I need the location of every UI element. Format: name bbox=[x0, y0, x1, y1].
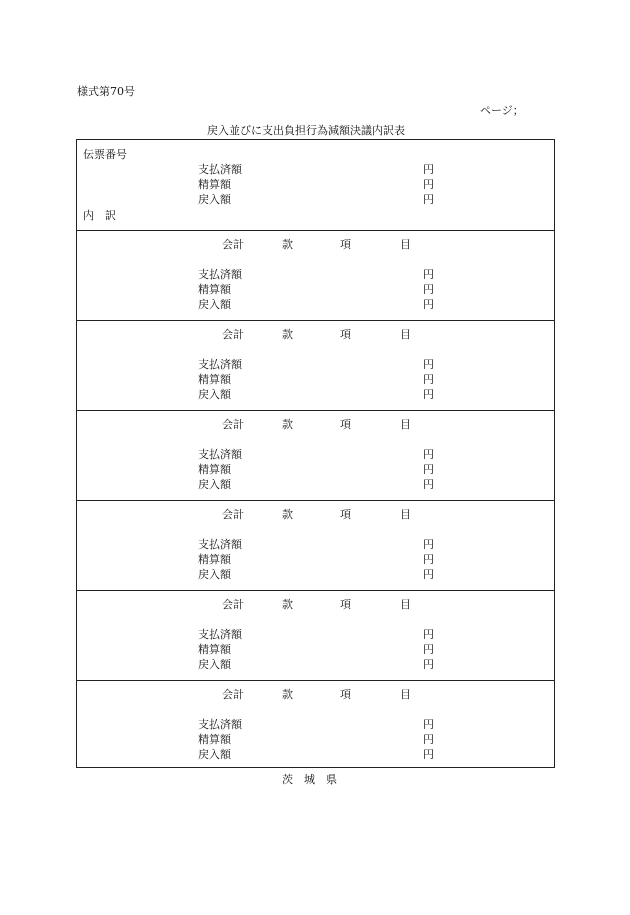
paid-unit: 円 bbox=[423, 448, 434, 461]
breakdown-label: 内 訳 bbox=[83, 209, 116, 222]
moku-label: 目 bbox=[400, 508, 411, 521]
paid-label: 支払済額 bbox=[198, 628, 242, 641]
settled-label: 精算額 bbox=[198, 283, 231, 296]
refund-unit: 円 bbox=[423, 388, 434, 401]
summary-refund-unit: 円 bbox=[423, 193, 434, 206]
refund-label: 戻入額 bbox=[198, 298, 231, 311]
kou-label: 項 bbox=[340, 598, 351, 611]
document-title: 戻入並びに支出負担行為減額決議内訳表 bbox=[207, 124, 405, 137]
moku-label: 目 bbox=[400, 238, 411, 251]
settled-unit: 円 bbox=[423, 373, 434, 386]
summary-paid-unit: 円 bbox=[423, 163, 434, 176]
refund-label: 戻入額 bbox=[198, 568, 231, 581]
kan-label: 款 bbox=[282, 328, 293, 341]
breakdown-section bbox=[77, 590, 554, 681]
settled-label: 精算額 bbox=[198, 373, 231, 386]
settled-unit: 円 bbox=[423, 733, 434, 746]
kaikei-label: 会計 bbox=[222, 598, 244, 611]
kan-label: 款 bbox=[282, 418, 293, 431]
form-number: 様式第70号 bbox=[77, 85, 135, 98]
kaikei-label: 会計 bbox=[222, 328, 244, 341]
breakdown-section bbox=[77, 410, 554, 501]
kaikei-label: 会計 bbox=[222, 418, 244, 431]
paid-unit: 円 bbox=[423, 358, 434, 371]
refund-label: 戻入額 bbox=[198, 658, 231, 671]
paid-unit: 円 bbox=[423, 268, 434, 281]
kou-label: 項 bbox=[340, 508, 351, 521]
kaikei-label: 会計 bbox=[222, 508, 244, 521]
summary-refund-label: 戻入額 bbox=[198, 193, 231, 206]
breakdown-section bbox=[77, 500, 554, 591]
refund-unit: 円 bbox=[423, 298, 434, 311]
summary-settled-label: 精算額 bbox=[198, 178, 231, 191]
paid-unit: 円 bbox=[423, 538, 434, 551]
refund-unit: 円 bbox=[423, 478, 434, 491]
settled-unit: 円 bbox=[423, 643, 434, 656]
refund-label: 戻入額 bbox=[198, 748, 231, 761]
summary-paid-label: 支払済額 bbox=[198, 163, 242, 176]
paid-label: 支払済額 bbox=[198, 448, 242, 461]
paid-label: 支払済額 bbox=[198, 718, 242, 731]
refund-label: 戻入額 bbox=[198, 388, 231, 401]
kan-label: 款 bbox=[282, 598, 293, 611]
kan-label: 款 bbox=[282, 508, 293, 521]
summary-section bbox=[77, 140, 554, 231]
moku-label: 目 bbox=[400, 688, 411, 701]
settled-label: 精算額 bbox=[198, 463, 231, 476]
moku-label: 目 bbox=[400, 598, 411, 611]
kan-label: 款 bbox=[282, 688, 293, 701]
summary-settled-unit: 円 bbox=[423, 178, 434, 191]
page-label: ページ； bbox=[480, 104, 524, 117]
breakdown-table bbox=[76, 139, 555, 768]
kou-label: 項 bbox=[340, 418, 351, 431]
settled-label: 精算額 bbox=[198, 733, 231, 746]
paid-label: 支払済額 bbox=[198, 358, 242, 371]
kou-label: 項 bbox=[340, 328, 351, 341]
issuer-name: 茨 城 県 bbox=[282, 773, 337, 786]
kan-label: 款 bbox=[282, 238, 293, 251]
moku-label: 目 bbox=[400, 328, 411, 341]
settled-unit: 円 bbox=[423, 463, 434, 476]
paid-label: 支払済額 bbox=[198, 268, 242, 281]
moku-label: 目 bbox=[400, 418, 411, 431]
settled-label: 精算額 bbox=[198, 553, 231, 566]
kaikei-label: 会計 bbox=[222, 688, 244, 701]
settled-label: 精算額 bbox=[198, 643, 231, 656]
paid-unit: 円 bbox=[423, 628, 434, 641]
settled-unit: 円 bbox=[423, 283, 434, 296]
kou-label: 項 bbox=[340, 238, 351, 251]
breakdown-section bbox=[77, 320, 554, 411]
refund-unit: 円 bbox=[423, 658, 434, 671]
refund-label: 戻入額 bbox=[198, 478, 231, 491]
kou-label: 項 bbox=[340, 688, 351, 701]
paid-unit: 円 bbox=[423, 718, 434, 731]
paid-label: 支払済額 bbox=[198, 538, 242, 551]
settled-unit: 円 bbox=[423, 553, 434, 566]
breakdown-section bbox=[77, 680, 554, 769]
refund-unit: 円 bbox=[423, 568, 434, 581]
refund-unit: 円 bbox=[423, 748, 434, 761]
voucher-number-label: 伝票番号 bbox=[83, 148, 127, 161]
breakdown-section bbox=[77, 230, 554, 321]
kaikei-label: 会計 bbox=[222, 238, 244, 251]
